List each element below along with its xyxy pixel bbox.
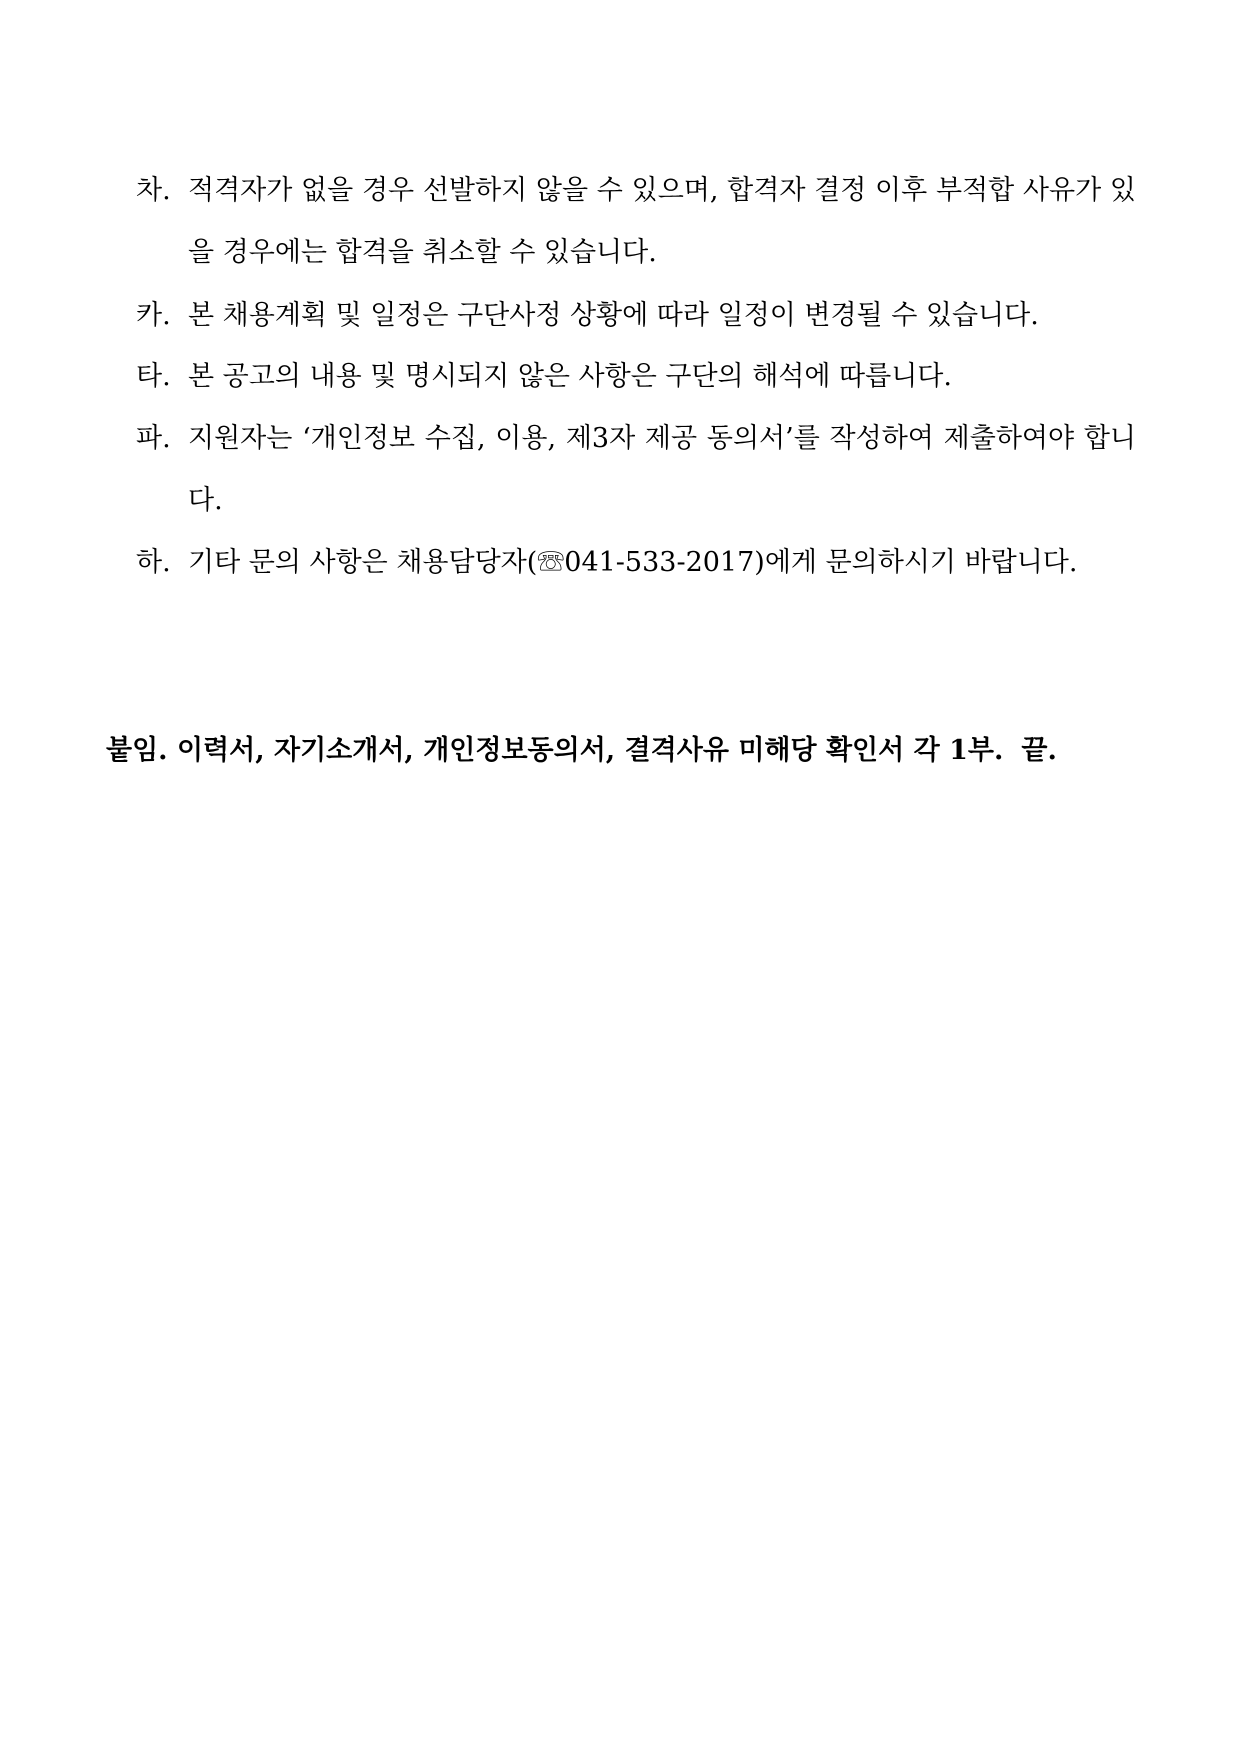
notice-item-ha (136, 532, 1136, 594)
item-marker: 하. (136, 547, 171, 578)
item-text: 적격자가 없을 경우 선발하지 않을 수 있으며, 합격자 결정 이후 부적합 사유가 있을 경우에는 합격을 취소할 수 있습니다. (188, 175, 1136, 268)
item-text: 기타 문의 사항은 채용담당자(☏041-533-2017)에게 문의하시기 바랍니다. (188, 547, 1078, 578)
item-marker: 타. (136, 361, 171, 392)
item-text: 지원자는 ‘개인정보 수집, 이용, 제3자 제공 동의서’를 작성하여 제출하여야 합니다. (188, 423, 1136, 516)
notice-item-cha (136, 160, 1136, 284)
attachment-line (106, 720, 1146, 782)
notice-item-ka (136, 285, 1136, 347)
item-marker: 파. (136, 423, 171, 454)
notice-item-pa (136, 408, 1136, 532)
item-marker: 차. (136, 175, 171, 206)
notice-item-ta (136, 346, 1136, 408)
item-marker: 카. (136, 300, 171, 331)
item-text: 본 채용계획 및 일정은 구단사정 상황에 따라 일정이 변경될 수 있습니다. (188, 300, 1039, 331)
attachment-text: 붙임. 이력서, 자기소개서, 개인정보동의서, 결격사유 미해당 확인서 각 1부. (106, 735, 1004, 766)
item-text: 본 공고의 내용 및 명시되지 않은 사항은 구단의 해석에 따릅니다. (188, 361, 952, 392)
end-mark: 끝. (1021, 735, 1057, 766)
